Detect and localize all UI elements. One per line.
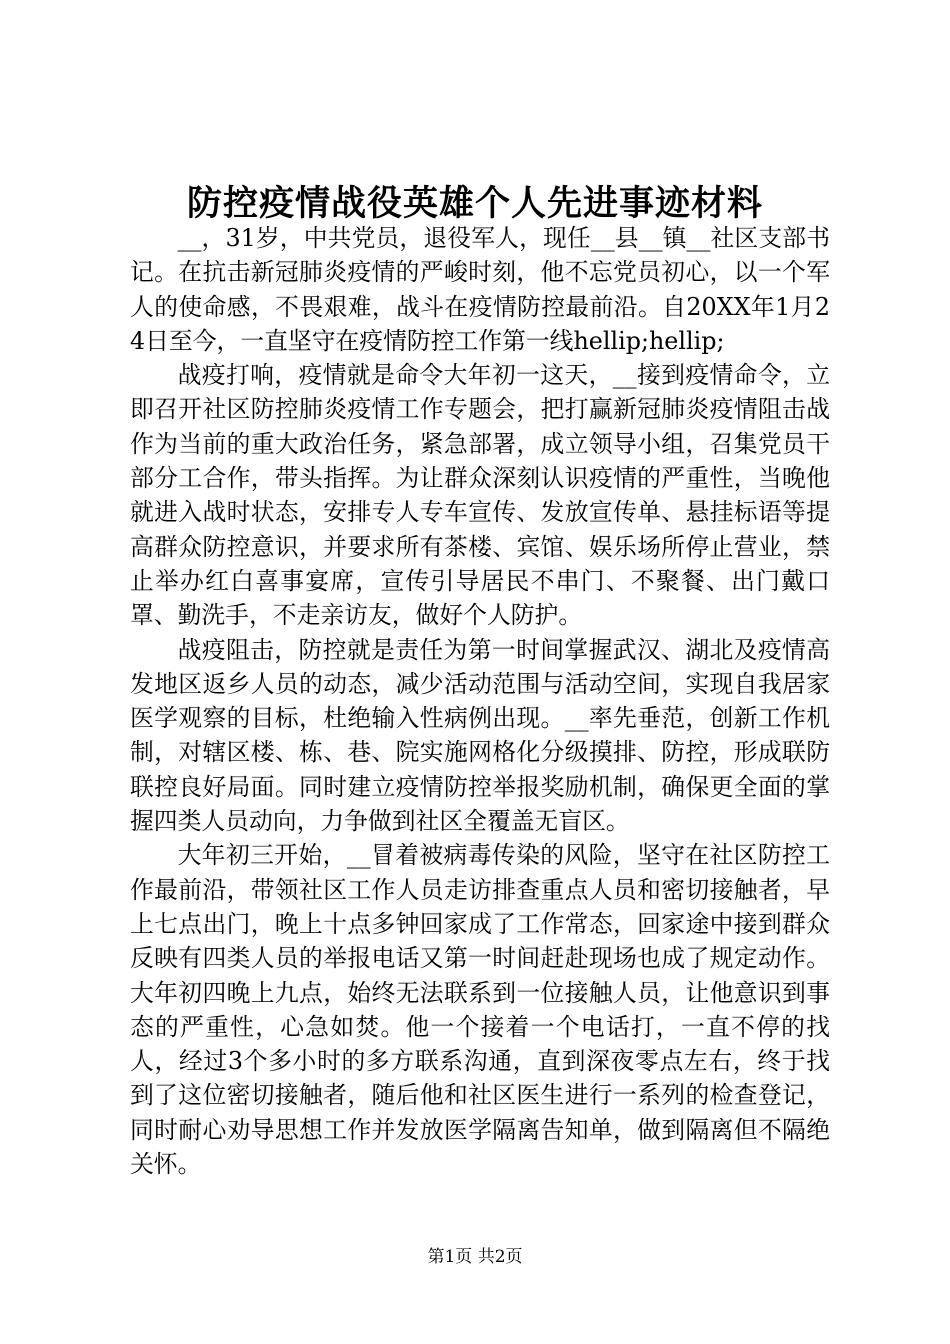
paragraph-intro: __，31岁，中共党员，退役军人，现任__县__镇__社区支部书记。在抗击新冠肺炎疫情的严峻时刻，他不忘党员初心，以一个军人的使命感，不畏艰难，战斗在疫情防控最前沿。自20XX年1月24日至今，一直坚守在疫情防控工作第一线hellip;hellip; <box>130 224 830 355</box>
paragraph-prevention: 战疫阻击，防控就是责任为第一时间掌握武汉、湖北及疫情高发地区返乡人员的动态，减少活动范围与活动空间，实现自我居家医学观察的目标，杜绝输入性病例出现。__率先垂范，创新工作机制，对辖区楼、栋、巷、院实施网格化分级摸排、防控，形成联防联控良好局面。同时建立疫情防控举报奖励机制，确保更全面的掌握四类人员动向，力争做到社区全覆盖无盲区。 <box>130 635 830 836</box>
paragraph-outbreak: 战疫打响，疫情就是命令大年初一这天，__接到疫情命令，立即召开社区防控肺炎疫情工作专题会，把打赢新冠肺炎疫情阻击战作为当前的重大政治任务，紧急部署，成立领导小组，召集党员干部分工合作，带头指挥。为让群众深刻认识疫情的严重性，当晚他就进入战时状态，安排专人专车宣传、发放宣传单、悬挂标语等提高群众防控意识，并要求所有茶楼、宾馆、娱乐场所停止营业，禁止举办红白喜事宴席，宣传引导居民不串门、不聚餐、出门戴口罩、勤洗手，不走亲访友，做好个人防护。 <box>130 361 830 630</box>
document-body <box>130 221 830 1181</box>
paragraph-frontline: 大年初三开始，__冒着被病毒传染的风险，坚守在社区防控工作最前沿，带领社区工作人员走访排查重点人员和密切接触者，早上七点出门，晚上十点多钟回家成了工作常态，回家途中接到群众反映有四类人员的举报电话又第一时间赶赴现场也成了规定动作。大年初四晚上九点，始终无法联系到一位接触人员，让他意识到事态的严重性，心急如焚。他一个接着一个电话打，一直不停的找人，经过3个多小时的多方联系沟通，直到深夜零点左右，终于找到了这位密切接触者，随后他和社区医生进行一系列的检查登记，同时耐心劝导思想工作并发放医学隔离告知单，做到隔离但不隔绝关怀。 <box>130 841 830 1179</box>
page-number-footer: 第1页 共2页 <box>427 1247 523 1267</box>
document-title: 防控疫情战役英雄个人先进事迹材料 <box>186 183 763 224</box>
